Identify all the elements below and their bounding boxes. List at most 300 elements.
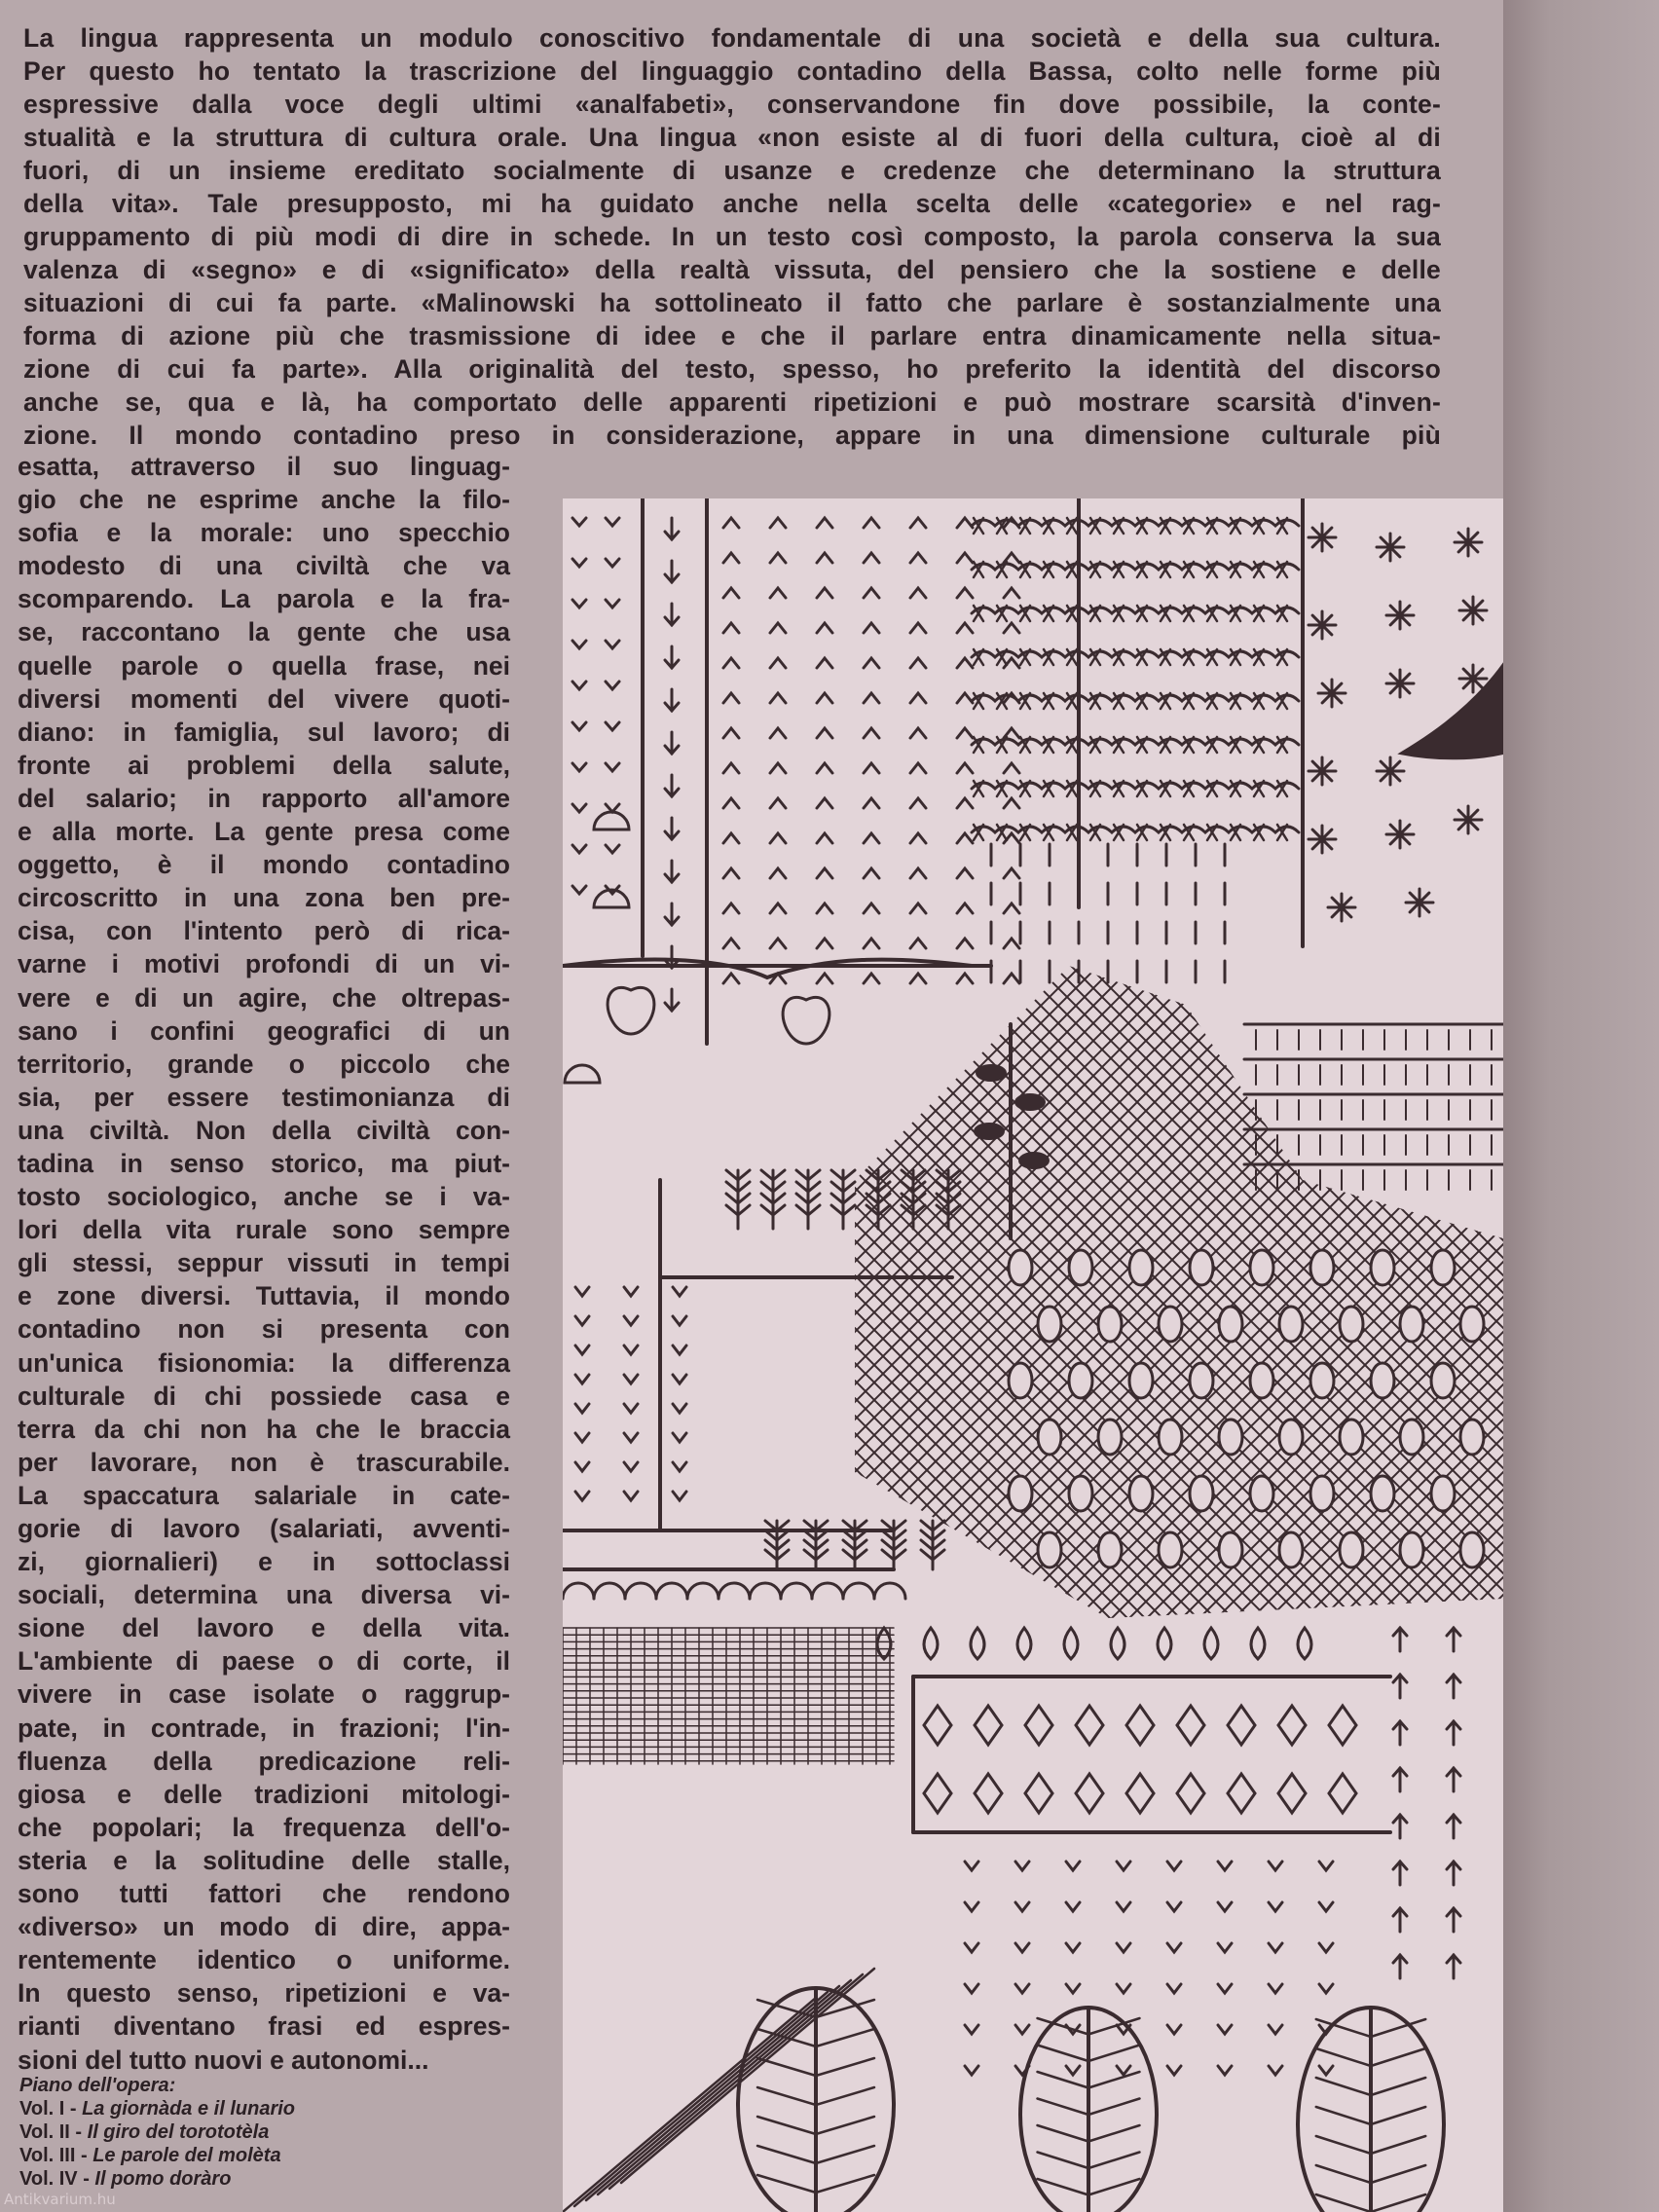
drop-mark — [1251, 1628, 1265, 1659]
seed-oval — [1159, 1419, 1182, 1455]
arch-mark — [843, 1583, 874, 1599]
text-line: tosto sociologico, anche se i va- — [18, 1182, 510, 1212]
v-mark — [606, 763, 619, 771]
work-plan — [19, 2074, 545, 2191]
v-mark — [606, 518, 619, 526]
v-mark — [1066, 1862, 1080, 1870]
chevron-mark — [957, 623, 973, 633]
chevron-mark — [817, 588, 832, 598]
chevron-mark — [957, 588, 973, 598]
v-mark — [606, 559, 619, 567]
seed-oval — [1400, 1532, 1423, 1567]
v-mark — [1015, 1984, 1029, 1993]
v-mark — [572, 559, 586, 567]
text-line: oggetto, è il mondo contadino — [18, 850, 510, 880]
v-mark — [606, 845, 619, 853]
diagonal-stitch — [621, 1969, 874, 2183]
book-spine — [1503, 0, 1659, 2212]
chevron-mark — [864, 553, 879, 563]
medallion-mark — [1126, 1706, 1154, 1745]
text-line: pate, in contrade, in frazioni; l'in- — [18, 1713, 510, 1743]
seed-oval — [1431, 1476, 1455, 1511]
v-mark — [1117, 1943, 1130, 1952]
v-mark — [1269, 2025, 1282, 2034]
v-mark — [624, 1287, 638, 1296]
chevron-mark — [957, 833, 973, 843]
v-mark — [673, 1316, 686, 1325]
arch-mark — [874, 1583, 905, 1599]
chevron-mark — [817, 868, 832, 878]
text-line: giosa e delle tradizioni mitologi- — [18, 1779, 510, 1809]
chevron-mark — [723, 518, 739, 528]
text-line: scomparendo. La parola e la fra- — [18, 584, 510, 614]
chevron-mark — [770, 939, 786, 948]
chevron-mark — [817, 939, 832, 948]
diagonal-stitch — [586, 1986, 839, 2200]
arch-mark — [781, 1583, 812, 1599]
v-mark — [1218, 1902, 1232, 1911]
text-line: La lingua rappresenta un modulo conoscitivo fondamentale di una società e della sua cultura. — [23, 23, 1441, 53]
arch-mark — [750, 1583, 781, 1599]
chevron-mark — [864, 868, 879, 878]
chevron-mark — [957, 798, 973, 808]
chevron-mark — [957, 903, 973, 913]
v-mark — [575, 1462, 589, 1471]
medallion-mark — [975, 1774, 1002, 1813]
drop-mark — [1017, 1628, 1031, 1659]
chevron-mark — [817, 623, 832, 633]
seed-oval — [1038, 1307, 1061, 1342]
v-mark — [1167, 1943, 1181, 1952]
text-line: sono tutti fattori che rendono — [18, 1879, 510, 1909]
seed-oval — [1129, 1476, 1153, 1511]
chevron-mark — [864, 939, 879, 948]
text-line: se, raccontano la gente che usa — [18, 617, 510, 647]
chevron-mark — [910, 939, 926, 948]
seed-oval — [1340, 1307, 1363, 1342]
text-line: cisa, con l'intento però di rica- — [18, 916, 510, 946]
chevron-mark — [1004, 763, 1019, 773]
seed-oval — [1159, 1307, 1182, 1342]
medallion-mark — [1076, 1706, 1103, 1745]
text-line: forma di azione più che trasmissione di idee e che il parlare entra dinamicamente nella situa- — [23, 321, 1441, 350]
medallion-mark — [1126, 1774, 1154, 1813]
v-mark — [575, 1287, 589, 1296]
chevron-mark — [770, 728, 786, 738]
v-mark — [1167, 1902, 1181, 1911]
text-line: steria e la solitudine delle stalle, — [18, 1845, 510, 1875]
text-line: fluenza della predicazione reli- — [18, 1746, 510, 1776]
text-line: che popolari; la frequenza dell'o- — [18, 1812, 510, 1842]
v-mark — [1319, 1984, 1333, 1993]
arch-mark — [656, 1583, 687, 1599]
chevron-mark — [723, 693, 739, 703]
seed-oval — [1098, 1419, 1122, 1455]
text-line: sia, per essere testimonianza di — [18, 1082, 510, 1112]
seed-oval — [1038, 1419, 1061, 1455]
v-mark — [1269, 1943, 1282, 1952]
seed-oval — [1190, 1476, 1213, 1511]
text-line: e alla morte. La gente presa come — [18, 817, 510, 847]
chevron-mark — [723, 833, 739, 843]
text-line: stualità e la struttura di cultura orale. Una lingua «non esiste al di fuori della cultura, cioè al di — [23, 123, 1441, 152]
v-mark — [673, 1375, 686, 1383]
medallion-mark — [1177, 1774, 1204, 1813]
text-line: «diverso» un modo di dire, appa- — [18, 1912, 510, 1942]
seed-oval — [1190, 1363, 1213, 1398]
volume-entry — [19, 2167, 545, 2191]
seed-oval — [1009, 1476, 1032, 1511]
medallion-mark — [1025, 1774, 1052, 1813]
chevron-mark — [770, 903, 786, 913]
seed-oval — [1400, 1419, 1423, 1455]
text-line: e zone diversi. Tuttavia, il mondo — [18, 1281, 510, 1311]
chevron-mark — [723, 939, 739, 948]
chevron-mark — [864, 763, 879, 773]
seed-oval — [1310, 1476, 1334, 1511]
drop-mark — [1064, 1628, 1078, 1659]
text-line: contadino non si presenta con — [18, 1314, 510, 1345]
v-mark — [1167, 1984, 1181, 1993]
v-mark — [673, 1462, 686, 1471]
text-line: situazioni di cui fa parte. «Malinowski ha sottolineato il fatto che parlare è sostanzialmente una — [23, 288, 1441, 317]
v-mark — [606, 682, 619, 689]
seed-oval — [1219, 1419, 1242, 1455]
text-line: della vita». Tale presupposto, mi ha guidato anche nella scelta delle «categorie» e nel rag- — [23, 189, 1441, 218]
intro-paragraph — [23, 21, 1441, 452]
chevron-mark — [864, 728, 879, 738]
chevron-mark — [723, 798, 739, 808]
chevron-mark — [864, 903, 879, 913]
v-mark — [1015, 1862, 1029, 1870]
v-mark — [606, 722, 619, 730]
text-line: vivere in case isolate o raggrup- — [18, 1679, 510, 1710]
chevron-mark — [817, 903, 832, 913]
seed-oval — [1159, 1532, 1182, 1567]
text-line: diversi momenti del vivere quoti- — [18, 683, 510, 714]
chevron-mark — [957, 939, 973, 948]
leaf-dark — [974, 1123, 1005, 1140]
v-mark — [624, 1433, 638, 1442]
volume-number: Vol. II - — [19, 2121, 88, 2143]
v-mark — [1117, 1862, 1130, 1870]
chevron-mark — [1004, 903, 1019, 913]
seed-oval — [1371, 1476, 1394, 1511]
seed-oval — [1371, 1250, 1394, 1285]
v-mark — [572, 641, 586, 648]
volume-number: Vol. IV - — [19, 2168, 95, 2190]
seed-oval — [1069, 1250, 1092, 1285]
arch-mark — [687, 1583, 719, 1599]
v-mark — [1218, 1943, 1232, 1952]
text-line: zione. Il mondo contadino preso in considerazione, appare in una dimensione culturale più — [23, 421, 1441, 450]
leaf-dark — [976, 1064, 1007, 1082]
v-mark — [572, 518, 586, 526]
seed-oval — [1069, 1363, 1092, 1398]
text-line: gio che ne esprime anche la filo- — [18, 485, 510, 515]
chevron-mark — [910, 518, 926, 528]
seed-oval — [1250, 1363, 1273, 1398]
chevron-mark — [817, 728, 832, 738]
v-mark — [1319, 1902, 1333, 1911]
text-line: fuori, di un insieme ereditato socialmente di usanze e credenze che determinano la struttura — [23, 156, 1441, 185]
v-mark — [1066, 1902, 1080, 1911]
v-mark — [606, 600, 619, 608]
v-mark — [624, 1375, 638, 1383]
arch-mark — [563, 1583, 594, 1599]
text-line: varne i motivi profondi di un vi- — [18, 949, 510, 979]
chevron-mark — [1004, 798, 1019, 808]
seed-oval — [1310, 1363, 1334, 1398]
seed-oval — [1038, 1532, 1061, 1567]
v-mark — [673, 1346, 686, 1354]
chevron-mark — [910, 623, 926, 633]
chevron-mark — [1004, 868, 1019, 878]
drop-mark — [1204, 1628, 1218, 1659]
text-line: sioni del tutto nuovi e autonomi... — [18, 2045, 429, 2075]
v-mark — [1269, 1902, 1282, 1911]
chevron-mark — [864, 974, 879, 983]
seed-oval — [1250, 1250, 1273, 1285]
chevron-mark — [770, 588, 786, 598]
volume-entry — [19, 2144, 545, 2167]
seed-oval — [1219, 1532, 1242, 1567]
chevron-mark — [957, 868, 973, 878]
text-line: modesto di una civiltà che va — [18, 551, 510, 581]
chevron-mark — [770, 693, 786, 703]
text-line: gorie di lavoro (salariati, avventi- — [18, 1514, 510, 1543]
text-line: terra da chi non ha che le braccia — [18, 1414, 510, 1444]
text-line: rentemente identico o uniforme. — [18, 1945, 510, 1975]
plan-heading: Piano dell'opera: — [19, 2075, 176, 2096]
seed-oval — [1279, 1419, 1303, 1455]
chevron-mark — [864, 693, 879, 703]
v-mark — [624, 1462, 638, 1471]
text-line: un'unica fisionomia: la differenza — [18, 1347, 510, 1378]
chevron-mark — [1004, 588, 1019, 598]
text-line: zi, giornalieri) e in sottoclassi — [18, 1547, 510, 1577]
text-line: sociali, determina una diversa vi- — [18, 1580, 510, 1610]
v-mark — [624, 1492, 638, 1500]
v-mark — [572, 886, 586, 894]
medallion-mark — [1329, 1706, 1356, 1745]
seed-oval — [1219, 1307, 1242, 1342]
v-mark — [572, 600, 586, 608]
v-mark — [1269, 1984, 1282, 1993]
chevron-mark — [723, 728, 739, 738]
v-mark — [965, 1862, 978, 1870]
seed-oval — [1400, 1307, 1423, 1342]
v-mark — [1269, 1862, 1282, 1870]
v-mark — [1015, 2025, 1029, 2034]
drop-mark — [971, 1628, 984, 1659]
drop-mark — [924, 1628, 938, 1659]
chevron-mark — [864, 588, 879, 598]
v-mark — [1218, 1984, 1232, 1993]
chevron-mark — [723, 588, 739, 598]
chevron-mark — [910, 763, 926, 773]
v-mark — [1319, 1943, 1333, 1952]
v-mark — [624, 1404, 638, 1413]
chevron-mark — [910, 903, 926, 913]
seed-oval — [1279, 1307, 1303, 1342]
arch-mark — [812, 1583, 843, 1599]
volume-title: Il pomo doràro — [94, 2168, 232, 2190]
seed-oval — [1340, 1532, 1363, 1567]
chevron-mark — [1004, 623, 1019, 633]
drop-mark — [1158, 1628, 1171, 1659]
chevron-mark — [817, 833, 832, 843]
v-mark — [572, 682, 586, 689]
chevron-mark — [723, 553, 739, 563]
text-line: tadina in senso storico, ma piut- — [18, 1148, 510, 1178]
chevron-mark — [864, 658, 879, 668]
leaf-dark — [1018, 1152, 1050, 1169]
v-mark — [1319, 2066, 1333, 2075]
chevron-mark — [723, 974, 739, 983]
medallion-mark — [1025, 1706, 1052, 1745]
v-mark — [965, 2066, 978, 2075]
chevron-mark — [723, 658, 739, 668]
chevron-mark — [864, 623, 879, 633]
chevron-mark — [770, 518, 786, 528]
seed-oval — [1279, 1532, 1303, 1567]
v-mark — [1066, 2066, 1080, 2075]
watermark: Antikvarium.hu — [4, 2191, 116, 2208]
v-mark — [1117, 1902, 1130, 1911]
text-line: fronte ai problemi della salute, — [18, 750, 510, 780]
v-mark — [1015, 1902, 1029, 1911]
chevron-mark — [910, 833, 926, 843]
medallion-mark — [1278, 1774, 1306, 1813]
chevron-mark — [957, 974, 973, 983]
chevron-mark — [723, 903, 739, 913]
v-mark — [673, 1433, 686, 1442]
text-line: gruppamento di più modi di dire in schede. In un testo così composto, la parola conserva la sua — [23, 222, 1441, 251]
chevron-mark — [957, 658, 973, 668]
medallion-mark — [1228, 1706, 1255, 1745]
text-line: circoscritto in una zona ben pre- — [18, 883, 510, 913]
text-line: gli stessi, seppur vissuti in tempi — [18, 1248, 510, 1278]
v-mark — [1066, 1984, 1080, 1993]
v-mark — [1269, 2066, 1282, 2075]
volume-title: Il giro del torototèla — [87, 2121, 270, 2143]
text-line: Per questo ho tentato la trascrizione del linguaggio contadino della Bassa, colto nelle forme più — [23, 56, 1441, 86]
drop-mark — [1298, 1628, 1311, 1659]
text-line: territorio, grande o piccolo che — [18, 1049, 510, 1079]
v-mark — [575, 1346, 589, 1354]
column-paragraph — [18, 450, 510, 2077]
chevron-mark — [770, 763, 786, 773]
chevron-mark — [910, 658, 926, 668]
chevron-mark — [864, 518, 879, 528]
volume-entry — [19, 2097, 545, 2120]
v-mark — [673, 1492, 686, 1500]
v-mark — [965, 1943, 978, 1952]
leaf-dark — [1014, 1093, 1046, 1111]
text-line: rianti diventano frasi ed espres- — [18, 2011, 510, 2042]
chevron-mark — [910, 798, 926, 808]
text-line: quelle parole o quella frase, nei — [18, 650, 510, 681]
text-line: per lavorare, non è trascurabile. — [18, 1447, 510, 1477]
chevron-mark — [817, 518, 832, 528]
chevron-mark — [1004, 939, 1019, 948]
medallion-mark — [1228, 1774, 1255, 1813]
seed-oval — [1460, 1419, 1484, 1455]
seed-oval — [1190, 1250, 1213, 1285]
v-mark — [1167, 1862, 1181, 1870]
chevron-mark — [723, 868, 739, 878]
chevron-mark — [957, 763, 973, 773]
v-mark — [1218, 2025, 1232, 2034]
arch-mark — [719, 1583, 750, 1599]
chevron-mark — [723, 623, 739, 633]
medallion-mark — [1177, 1706, 1204, 1745]
chevron-mark — [864, 798, 879, 808]
chevron-mark — [910, 868, 926, 878]
text-line: una civiltà. Non della civiltà con- — [18, 1115, 510, 1145]
v-mark — [1218, 1862, 1232, 1870]
seed-oval — [1460, 1307, 1484, 1342]
leaf-pendant — [608, 987, 654, 1034]
embroidery-illustration — [563, 498, 1503, 2212]
chevron-mark — [723, 763, 739, 773]
arch-mark — [594, 1583, 625, 1599]
volume-number: Vol. III - — [19, 2145, 93, 2166]
v-mark — [1117, 1984, 1130, 1993]
v-mark — [572, 804, 586, 812]
chevron-mark — [770, 623, 786, 633]
chevron-mark — [910, 974, 926, 983]
text-line: anche se, qua e là, ha comportato delle apparenti ripetizioni e può mostrare scarsità d'inven- — [23, 387, 1441, 417]
chevron-mark — [817, 553, 832, 563]
medallion-mark — [1076, 1774, 1103, 1813]
v-mark — [965, 2025, 978, 2034]
seed-oval — [1129, 1363, 1153, 1398]
dome-mark — [594, 812, 629, 830]
v-mark — [575, 1404, 589, 1413]
v-mark — [965, 1984, 978, 1993]
text-line: sione del lavoro e della vita. — [18, 1613, 510, 1643]
chevron-mark — [770, 868, 786, 878]
v-mark — [572, 763, 586, 771]
seed-oval — [1009, 1250, 1032, 1285]
v-mark — [1319, 1862, 1333, 1870]
text-line: zione di cui fa parte». Alla originalità del testo, spesso, ho preferito la identità del discorso — [23, 354, 1441, 384]
text-line: esatta, attraverso il suo linguag- — [18, 452, 510, 481]
volume-number: Vol. I - — [19, 2098, 83, 2120]
medallion-mark — [924, 1774, 951, 1813]
seed-oval — [1129, 1250, 1153, 1285]
seed-oval — [1340, 1419, 1363, 1455]
chevron-mark — [817, 798, 832, 808]
v-mark — [575, 1492, 589, 1500]
v-mark — [673, 1287, 686, 1296]
chevron-mark — [817, 658, 832, 668]
seed-oval — [1431, 1363, 1455, 1398]
chevron-mark — [817, 763, 832, 773]
seed-oval — [1009, 1363, 1032, 1398]
arch-mark — [625, 1583, 656, 1599]
v-mark — [1066, 1943, 1080, 1952]
chevron-mark — [957, 728, 973, 738]
v-mark — [606, 641, 619, 648]
diagonal-stitch — [574, 1992, 828, 2206]
chevron-mark — [817, 693, 832, 703]
text-line: espressive dalla voce degli ultimi «analfabeti», conservandone fin dove possibile, la conte- — [23, 90, 1441, 119]
medallion-mark — [1278, 1706, 1306, 1745]
chevron-mark — [817, 974, 832, 983]
